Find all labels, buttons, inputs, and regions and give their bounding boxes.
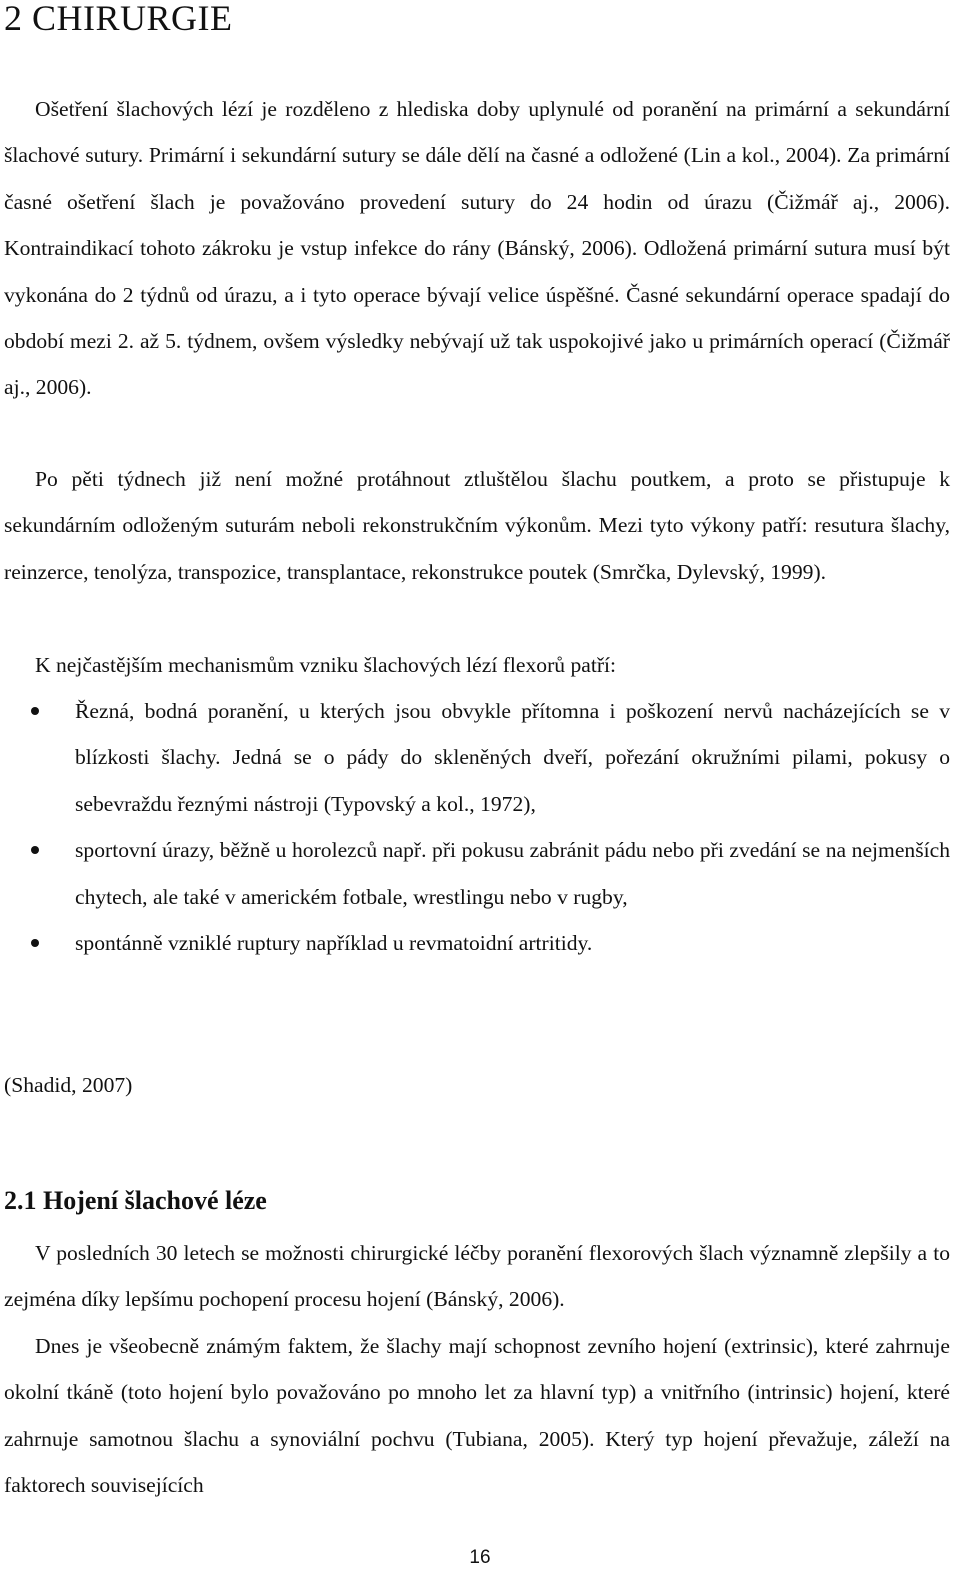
bullet-icon [31, 707, 39, 715]
paragraph-healing-types: Dnes je všeobecně známým faktem, že šlachy mají schopnost zevního hojení (extrinsic), které zahrnuje okolní tkáně (toto hojení bylo považováno po mnoho let za hlavní typ) a vnitřního (intrinsic) hojení, které zahrnuje samotnou šlachu a synoviální pochvu (Tubiana, 2005). Který typ hojení převažuje, záleží na faktorech souvisejících [4, 1334, 950, 1498]
list-item-text: sportovní úrazy, běžně u horolezců např. při pokusu zabránit pádu nebo při zvedání se na nejmenších chytech, ale také v americkém fotbale, wrestlingu nebo v rugby, [75, 838, 950, 909]
citation-shadid: (Shadid, 2007) [4, 1073, 133, 1097]
list-item [0, 827, 950, 920]
chapter-title: 2 CHIRURGIE [4, 0, 233, 38]
paragraph-treatment-progress: V posledních 30 letech se možnosti chirurgické léčby poranění flexorových šlach významně zlepšily a to zejména díky lepšímu pochopení procesu hojení (Bánský, 2006). [4, 1241, 950, 1312]
page-number: 16 [469, 1547, 491, 1568]
list-item-text: Řezná, bodná poranění, u kterých jsou obvykle přítomna i poškození nervů nacházejících se v blízkosti šlachy. Jedná se o pády do skleněných dveří, pořezání okružními pilami, pokusy o sebevraždu řeznými nástroji (Typovský a kol., 1972), [75, 699, 950, 816]
paragraph-secondary-sutures: Po pěti týdnech již není možné protáhnout ztluštělou šlachu poutkem, a proto se přistupuje k sekundárním odloženým suturám neboli rekonstrukčním výkonům. Mezi tyto výkony patří: resutura šlachy, reinzerce, tenolýza, transpozice, transplantace, rekonstrukce poutek (Smrčka, Dylevský, 1999). [4, 467, 950, 584]
paragraph-suture-types: Ošetření šlachových lézí je rozděleno z hlediska doby uplynulé od poranění na primární a sekundární šlachové sutury. Primární i sekundární sutury se dále dělí na časné a odložené (Lin a kol., 2004). Za primární časné ošetření šlach je považováno provedení sutury do 24 hodin od úrazu (Čižmář aj., 2006). Kontraindikací tohoto zákroku je vstup infekce do rány (Bánský, 2006). Odložená primární sutura musí být vykonána do 2 týdnů od úrazu, a i tyto operace bývají velice úspěšné. Časné sekundární operace spadají do období mezi 2. až 5. týdnem, ovšem výsledky nebývají už tak uspokojivé jako u primárních operací (Čižmář aj., 2006). [4, 97, 950, 400]
section-title: 2.1 Hojení šlachové léze [4, 1186, 267, 1215]
bullet-icon [31, 846, 39, 854]
list-item [0, 920, 950, 966]
list-item-text: spontánně vzniklé ruptury například u revmatoidní artritidy. [75, 931, 593, 956]
list-item [0, 688, 950, 827]
paragraph-mechanisms-intro: K nejčastějším mechanismům vzniku šlachových lézí flexorů patří: [35, 653, 617, 677]
mechanisms-list [0, 688, 950, 966]
bullet-icon [31, 939, 39, 947]
